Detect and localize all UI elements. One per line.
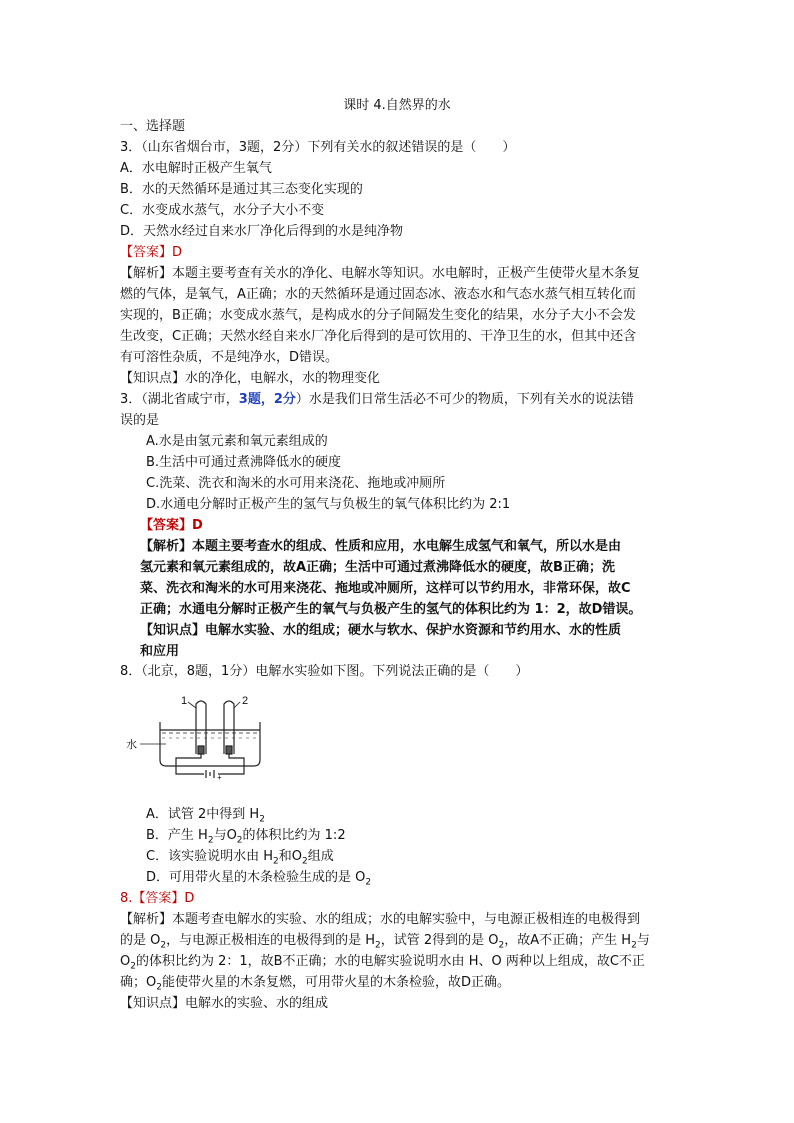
q1-option-c: C．水变成水蒸气，水分子大小不变	[120, 203, 325, 218]
q1-stem	[120, 138, 515, 158]
q1-answer: 【答案】D	[120, 245, 183, 260]
q3-text: 电解水实验如下图。下列说法正确的是（ ）	[255, 664, 529, 679]
q1-knowledge: 【知识点】水的净化，电解水，水的物理变化	[120, 371, 381, 386]
q3-answer: 8.【答案】D	[120, 891, 195, 906]
battery-plus-sign: +	[217, 773, 222, 782]
q3-option-a: A．试管 2中得到 $H_2$	[146, 807, 265, 825]
q2-source-score: 3题，2分	[238, 392, 296, 407]
q2-stem	[120, 390, 634, 410]
q2-knowledge: 【知识点】电解水实验、水的组成；硬水与软水、保护水资源和节约用水、水的性质	[140, 623, 622, 638]
electrolysis-apparatus-figure	[126, 692, 266, 787]
q2-knowledge-cont: 和应用	[140, 644, 180, 659]
q3-analysis-line: 【解析】本题考查电解水的实验、水的组成；水的电解实验中，与电源正极相连的电极得到	[120, 912, 641, 927]
water-label: 水	[126, 738, 137, 751]
q3-source: （北京，8题，1分）	[141, 664, 256, 679]
q2-analysis-line: 菜、洗衣和淘米的水可用来浇花、拖地或冲厕所，这样可以节约用水，非常环保，故C	[140, 581, 631, 596]
q2-text: 水是我们日常生活必不可少的物质，下列有关水的说法错	[308, 392, 634, 407]
q3-analysis-line: 的是 $O_2$，与电源正极相连的电极得到的是 $H_2$，试管 2得到的是 $O_2$，故A不正确；产生 $H_2$与	[120, 933, 650, 951]
q2-option-b: B.生活中可通过煮沸降低水的硬度	[146, 455, 342, 470]
q1-analysis-line: 实现的，B正确；水变成水蒸气，是构成水的分子间隔发生变化的结果，水分子大小不会发	[120, 308, 636, 323]
q2-option-c: C.洗菜、洗衣和淘米的水可用来浇花、拖地或冲厕所	[146, 476, 446, 491]
q3-option-d: D．可用带火星的木条检验生成的是 $O_2$	[146, 870, 372, 888]
q3-option-b: B．产生 $H_2$与$O_2$的体积比约为 1:2	[146, 828, 346, 846]
q1-analysis-line: 【解析】本题主要考查有关水的净化、电解水等知识。水电解时，正极产生使带火星木条复	[120, 266, 641, 281]
q2-analysis-line: 【解析】本题主要考查水的组成、性质和应用，水电解生成氢气和氧气，所以水是由	[140, 539, 622, 554]
tube-1-label: 1	[181, 695, 188, 707]
q2-number: 3．	[120, 392, 142, 407]
q1-text: 下列有关水的叙述错误的是（ ）	[307, 140, 516, 155]
q2-option-d: D.水通电分解时正极产生的氢气与负极生的氧气体积比约为 2:1	[146, 497, 511, 512]
q1-option-a: A．水电解时正极产生氧气	[120, 161, 272, 176]
q2-source-prefix: （湖北省咸宁市，	[141, 392, 239, 407]
q3-option-c: C．该实验说明水由 $H_2$和$O_2$组成	[146, 849, 334, 867]
q1-option-d: D．天然水经过自来水厂净化后得到的水是纯净物	[120, 224, 404, 239]
q1-number: 3．	[120, 140, 142, 155]
q2-answer: 【答案】D	[140, 518, 203, 533]
q3-analysis-line: $O_2$的体积比约为 2：1，故B不正确；水的电解实验说明水由 H、O 两种以上组成，故C不正	[120, 954, 645, 972]
q3-knowledge: 【知识点】电解水的实验、水的组成	[120, 996, 329, 1011]
q2-option-a: A.水是由氢元素和氧元素组成的	[146, 434, 328, 449]
q2-analysis-line: 氢元素和氧元素组成的，故A正确；生活中可通过煮沸降低水的硬度，故B正确；洗	[140, 560, 615, 575]
q1-source: （山东省烟台市，3题，2分）	[141, 140, 308, 155]
q1-analysis-line: 生改变，C正确；天然水经自来水厂净化后得到的是可饮用的、干净卫生的水，但其中还含	[120, 329, 637, 344]
q2-source-suffix: ）	[295, 392, 309, 407]
page-title: 课时 4.自然界的水	[343, 98, 451, 113]
q3-stem	[120, 662, 528, 682]
q1-option-b: B．水的天然循环是通过其三态变化实现的	[120, 182, 363, 197]
q1-analysis-line: 有可溶性杂质，不是纯净水，D错误。	[120, 350, 339, 365]
tube-2-label: 2	[242, 695, 249, 707]
q1-analysis-line: 燃的气体，是氧气，A正确；水的天然循环是通过固态冰、液态水和气态水蒸气相互转化而	[120, 287, 636, 302]
q2-stem-cont: 误的是	[120, 413, 160, 428]
section-heading: 一、选择题	[120, 119, 186, 134]
q3-number: 8．	[120, 664, 142, 679]
q3-analysis-line: 确；$O_2$能使带火星的木条复燃，可用带火星的木条检验，故D正确。	[120, 975, 510, 993]
q2-analysis-line: 正确；水通电分解时正极产生的氧气与负极产生的氢气的体积比约为 1：2，故D错误。	[140, 602, 642, 617]
